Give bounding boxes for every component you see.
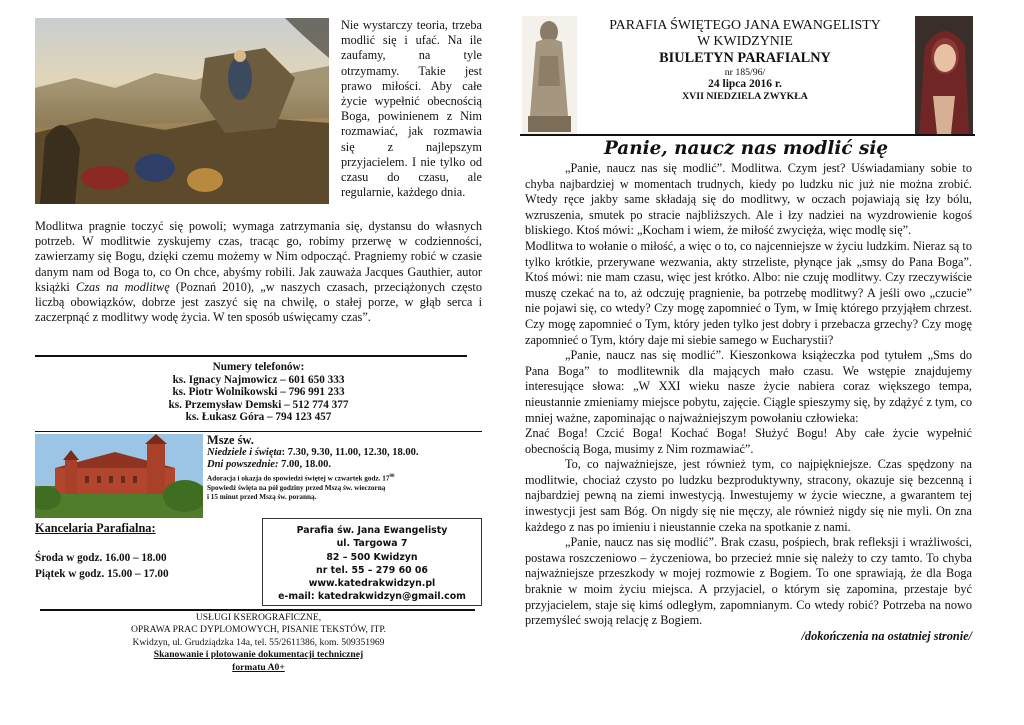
copy-services-ad: USŁUGI KSEROGRAFICZNE, OPRAWA PRAC DYPLOMOWYCH, PISANIE TEKSTÓW, ITP. Kwidzyn, ul. Grudziądzka 14a, tel. 55/2611386, kom. 509351969 Skanowanie i plotowanie dokumentacji technicznej formatu A0+ bbox=[130, 612, 387, 673]
street: ul. Targowa 7 bbox=[336, 538, 408, 550]
parish-city: W KWIDZYNIE bbox=[697, 34, 793, 50]
phone-numbers bbox=[35, 361, 482, 424]
phones-title: Numery telefonów: bbox=[212, 361, 305, 373]
parish-address-box bbox=[262, 518, 482, 606]
divider bbox=[40, 609, 475, 611]
article-paragraph: To, co najważniejsze, jest również tym, co najpiękniejsze. Czas spędzony na modlitwie, chociaż czysto po ludzku bezproduktywny, stracony, okazuje się bezcenną i najbardziej pewną na ziemi inwestycją. Inwestujemy w życie wieczne, a gwarantem tej inwestycji jest sam Bóg. On nigdy się nie męczy, ale również nigdy się nie myli. On zna każdego z nas po imieniu i nieustannie czeka na spotkanie z nami. bbox=[525, 457, 972, 534]
phone-line: ks. Piotr Wolnikowski – 796 991 233 bbox=[172, 386, 345, 399]
article-paragraph: „Panie, naucz nas się modlić”. Brak czasu, pośpiech, brak refleksji i wrażliwości, postawa roszczeniowo – życzeniowa, bo przecież mnie się należy to czy tamto. To chyba najważniejsze przeszkody w mojej rozmowie z Bogiem. To one sprawiają, że dla Boga braknie w moim życiu miejsca. A przyjaciel, o którym się zapomina, przestaje być przyjacielem, staje się kimś odległym, zapomnianym. Co wtedy robić? Potrzeba na nowo przemyśleć swoją relację z Bogiem. bbox=[525, 535, 972, 628]
saint-statue-image bbox=[522, 16, 577, 134]
sunday-times: : 7.30, 9.30, 11.00, 12.30, 18.00. bbox=[281, 446, 419, 458]
parish-name: Parafia św. Jana Ewangelisty bbox=[296, 525, 448, 536]
divider bbox=[520, 134, 975, 136]
postal-code: 82 – 500 Kwidzyn bbox=[326, 551, 418, 563]
continued-note: /dokończenia na ostatniej stronie/ bbox=[801, 628, 972, 643]
issue-number: nr 185/96/ bbox=[724, 66, 766, 78]
office-hours-wednesday: Środa w godz. 16.00 – 18.00 bbox=[35, 552, 167, 564]
divider bbox=[35, 355, 467, 357]
castle-image bbox=[35, 434, 203, 518]
article-paragraph: „Panie, naucz nas się modlić”. Kieszonkowa książeczka pod tytułem „Sms do Pana Boga” to modlitewnik dla mających mało czasu. We wstępie znajdujemy interesujące słowa: „W XXI wieku nasze życie nabiera coraz większego tempa, nieustannie zmieniamy miejsce pobytu, zajęcie. Ciągle spieszymy się, by zdążyć z tym, co mniej ważne, zapominając o najważniejszym powołaniu człowieka: bbox=[525, 348, 972, 425]
confession-note-2: i 15 minut przed Mszą św. poranną. bbox=[207, 493, 317, 502]
article-body bbox=[525, 161, 972, 644]
issue-date: 24 lipca 2016 r. bbox=[708, 78, 782, 91]
sunday-label: Niedziele i święta bbox=[207, 446, 282, 458]
liturgical-sunday: XVII NIEDZIELA ZWYKŁA bbox=[682, 90, 808, 102]
confession-note: Spowiedź święta na pół godziny przed Mszą św. wieczorną bbox=[207, 483, 386, 492]
bulletin-masthead bbox=[580, 18, 910, 102]
mass-times: Msze św. Niedziele i święta: 7.30, 9.30, 11.00, 12.30, 18.00. Dni powszednie: 7.00, 18.00. Adoracja i okazja do spowiedzi świętej w czwartek godz. $17^{00}$ Spowiedź święta na pół godziny przed Mszą św. wieczorną i 15 minut przed Mszą św. poranną. bbox=[207, 434, 487, 503]
masses-title: Msze św. bbox=[207, 433, 254, 447]
weekday-times: 7.00, 18.00. bbox=[278, 459, 331, 471]
article-paragraph: Modlitwa to wołanie o miłość, a więc o to, co najcenniejsze w życiu ludzkim. Nieraz są to tylko krótkie, przerywane wezwania, akty strzeliste, płynące jak „smsy do Pana Boga”. Ktoś mówi: nie mam czasu, więc jest krótko. Albo: nie czuję modlitwy. Czy rzeczywiście muszę czekać na to, aż odczuję pragnienie, ba potrzebę modlitwy? A jeśli owo „czucie” nie pojawi się, co wtedy? Czy mogę zapomnieć o Tym, w Imię którego przyjąłem chrzest. Czy mogę zapomnieć o Tym, który jeden tylko jest dobry i przebacza grzechy? Czy mogę zapomnieć o Tym, który daje mi siebie samego w Eucharystii? bbox=[525, 238, 972, 347]
divider bbox=[35, 431, 482, 432]
office-hours-friday: Piątek w godz. 15.00 – 17.00 bbox=[35, 568, 169, 580]
article-title: Panie, naucz nas modlić się bbox=[603, 138, 889, 159]
book-title: Czas na modlitwę bbox=[76, 279, 170, 294]
article-paragraph: „Panie, naucz nas się modlić”. Modlitwa. Czym jest? Uświadamiany sobie to chyba najbardziej w momentach trudnych, kiedy po ludzku nic już nie można zrobić. Wtedy ręce jakby same składają się do modlitwy, w oczach pojawiają się łzy bólu, wzruszenia, smutek po stracie najbliższych. Ale i łzy nadziei na wyzdrowienie kogoś bliskiego. Ktoś mówi: „Kocham i wiem, że miłość zwycięża, więc modlę się”. bbox=[525, 161, 972, 238]
parish-office bbox=[35, 520, 257, 582]
article-paragraph: Znać Boga! Czcić Boga! Kochać Boga! Służyć Bogu! Aby całe życie wypełnić obecnością Boga, musimy z Nim rozmawiać”. bbox=[525, 426, 972, 456]
phone-line: ks. Ignacy Najmowicz – 601 650 333 bbox=[172, 373, 345, 386]
parish-title: PARAFIA ŚWIĘTEGO JANA EWANGELISTY bbox=[609, 18, 881, 33]
phone-line: ks. Łukasz Góra – 794 123 457 bbox=[185, 411, 332, 424]
praying-figure-image bbox=[915, 16, 973, 134]
bulletin-title: BIULETYN PARAFIALNY bbox=[659, 50, 831, 67]
intro-text-right: Nie wystarczy teoria, trzeba modlić się i ufać. Na ile zaufamy, na tyle otrzymamy. Takie jest prawo miłości. Aby całe życie wypełnić obecnością Boga, powinienem z Nim rozmawiać, jak rozmawia się z najlepszym przyjacielem. I nie tylko od czasu do czasu, ale regularnie, każdego dnia. bbox=[341, 18, 482, 200]
website-link[interactable]: www.katedrakwidzyn.pl bbox=[308, 578, 436, 590]
prayer-painting-image bbox=[35, 18, 329, 204]
phone-line: ks. Przemysław Demski – 512 774 377 bbox=[168, 398, 349, 411]
weekday-label: Dni powszednie: bbox=[207, 459, 279, 471]
intro-text-full: Modlitwa pragnie toczyć się powoli; wymaga zatrzymania się, dystansu do własnych potrzeb. W modlitwie zyskujemy czas, tracąc go, robimy przerwę w codzienności, zawierzamy się Bogu, dzięki czemu możemy w Nim odpocząć. Pragniemy robić w czasie danym nam od Boga to, co On chce, abyśmy robili. Jak zauważa Jacques Gauthier, autor książki Czas na modlitwę (Poznań 2010), „w naszych czasach, przeciążonych często liczbą obowiązków, dobrze jest zaszyć się na chwilę, o stałej porze, w głąb serca i zaczerpnąć z modlitwy wodę życia. W ten sposób uświęcamy czas”. bbox=[35, 219, 482, 325]
phone: nr tel. 55 – 279 60 06 bbox=[316, 564, 428, 576]
office-title: Kancelaria Parafialna: bbox=[35, 521, 156, 535]
adoration-note: Adoracja i okazja do spowiedzi świętej w czwartek godz. 17 bbox=[207, 474, 390, 483]
email-link[interactable]: e-mail: katedrakwidzyn@gmail.com bbox=[278, 591, 466, 603]
